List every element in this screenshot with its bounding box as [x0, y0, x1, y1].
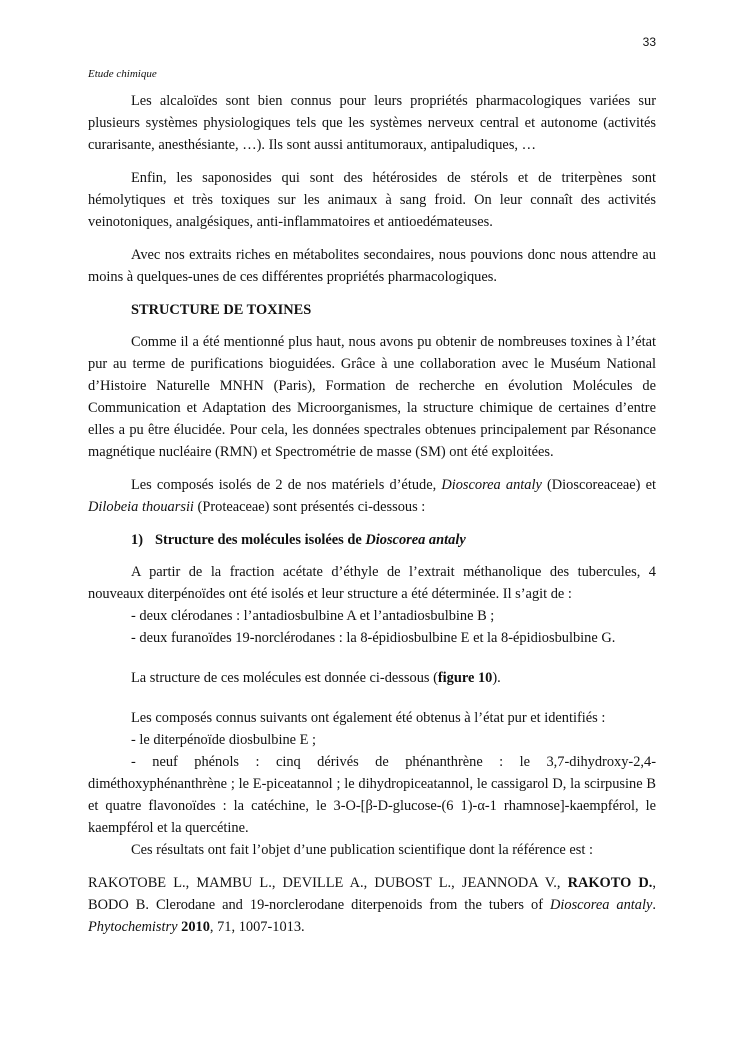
- reference-species: Dioscorea antaly: [549, 897, 653, 913]
- paragraph-publication: Ces résultats ont fait l’objet d’une publication scientifique dont la référence est :: [131, 842, 593, 858]
- section-heading-1: [88, 529, 656, 551]
- reference-author-bold: RAKOTO D.: [567, 875, 653, 891]
- reference-year: 2010: [181, 919, 210, 935]
- p5-before: Les composés isolés de 2 de nos matériels d’étude,: [131, 477, 442, 493]
- figure-10-ref: figure 10: [437, 670, 493, 686]
- paragraph-isolated-compounds: [88, 474, 656, 518]
- section-number: 1): [131, 532, 143, 548]
- p7-before: La structure de ces molécules est donnée ci-dessous (: [131, 670, 438, 686]
- paragraph-figure-ref: [88, 667, 656, 689]
- paragraph-diterpenoids: A partir de la fraction acétate d’éthyle de l’extrait méthanolique des tubercules, 4 nouveaux diterpénoïdes ont été isolés et leur structure a été déterminée. Il s’agit de :: [88, 564, 656, 602]
- p5-after: (Proteaceae) sont présentés ci-dessous :: [193, 499, 426, 515]
- list-item-furanoids: - deux furanoïdes 19-norclérodanes : la 8-épidiosbulbine E et la 8-épidiosbulbine G.: [131, 630, 616, 646]
- paragraph-known-compounds: Les composés connus suivants ont également été obtenus à l’état pur et identifiés :: [131, 710, 606, 726]
- paragraph-collaboration: Comme il a été mentionné plus haut, nous avons pu obtenir de nombreuses toxines à l’état pur au terme de purifications bioguidées. Grâce à une collaboration avec le Muséum National d’Histoire Naturelle MNHN (Paris), Formation de recherche en évolution Molécules de Communication et Adaptation des Microorganismes, la structure chimique de certaines d’entre elles a pu être élucidée. Pour cela, les données spectrales obtenues principalement par Résonance magnétique nucléaire (RMN) et Spectrométrie de masse (SM) ont été exploitées.: [88, 334, 656, 460]
- species-dioscorea: Dioscorea antaly: [441, 477, 542, 493]
- list-item-clerodanes: - deux clérodanes : l’antadiosbulbine A et l’antadiosbulbine B ;: [131, 608, 495, 624]
- reference-pages: , 71, 1007-1013.: [209, 919, 305, 935]
- section-species: Dioscorea antaly: [365, 532, 466, 548]
- paragraph-alkaloids: Les alcaloïdes sont bien connus pour leurs propriétés pharmacologiques variées sur plusieurs systèmes physiologiques tels que les systèmes nerveux central et autonome (activités curarisante, anesthésiante, …). Ils sont aussi antitumoraux, antipaludiques, …: [88, 93, 656, 153]
- p7-after: ).: [492, 670, 501, 686]
- reference-title: , BODO B. Clerodane and 19-norclerodane diterpenoids from the tubers of: [88, 875, 656, 913]
- reference: [88, 872, 656, 938]
- reference-authors: RAKOTOBE L., MAMBU L., DEVILLE A., DUBOST L., JEANNODA V.,: [88, 875, 568, 891]
- page-number: 33: [642, 35, 656, 49]
- paragraph-saponosides: Enfin, les saponosides qui sont des hétérosides de stérols et de triterpènes sont hémolytiques et très toxiques sur les animaux à sang froid. On leur connaît des activités veinotoniques, analgésiques, anti-inflammatoires et antioedémateuses.: [88, 170, 656, 230]
- list-item-diosbulbine: - le diterpénoïde diosbulbine E ;: [131, 732, 317, 748]
- paragraph-extracts: Avec nos extraits riches en métabolites secondaires, nous pouvions donc nous attendre au moins à quelques-unes de ces différentes propriétés pharmacologiques.: [88, 247, 656, 285]
- p5-mid: (Dioscoreaceae) et: [541, 477, 656, 493]
- species-dilobeia: Dilobeia thouarsii: [88, 499, 194, 515]
- page-content: [88, 66, 656, 949]
- reference-title-end: .: [652, 897, 656, 913]
- list-item-phenols: - neuf phénols : cinq dérivés de phénanthrène : le 3,7-dihydroxy-2,4-diméthoxyphénanthrène ; le E-piceatannol ; le dihydropiceatannol, le cassigarol D, la scirpusine B et quatre flavonoïdes : la catéchine, le 3-O-[β-D-glucose-(6 1)-α-1 rhamnose]-kaempférol, le kaempférol et la quercétine.: [88, 754, 656, 836]
- running-head: Etude chimique: [88, 68, 157, 80]
- reference-journal: Phytochemistry: [88, 919, 178, 935]
- section-title: Structure des molécules isolées de: [155, 532, 366, 548]
- heading-structure-toxines: STRUCTURE DE TOXINES: [131, 302, 312, 318]
